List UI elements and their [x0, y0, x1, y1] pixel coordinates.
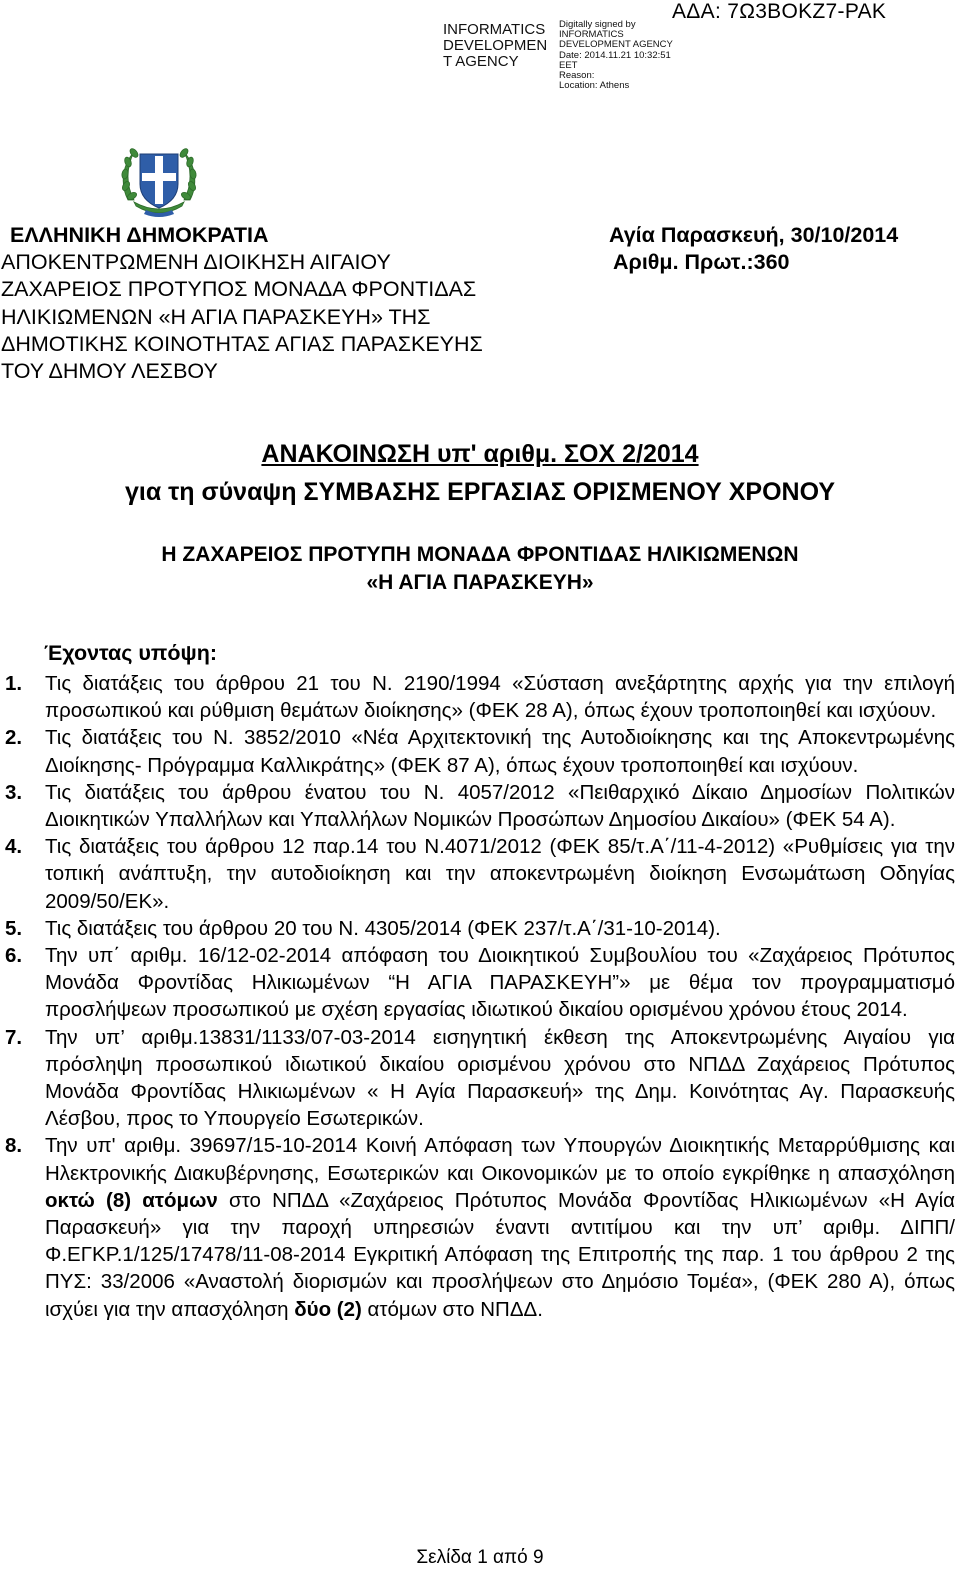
list-item	[0, 833, 955, 915]
item-emphasis: δύο (2)	[294, 1297, 362, 1321]
ada-code: ΑΔΑ: 7Ω3ΒΟΚΖ7-ΡΑΚ	[672, 0, 887, 23]
item-emphasis: οκτώ (8) ατόμων	[45, 1188, 218, 1212]
signature-org-line: DEVELOPMEN	[443, 37, 548, 54]
announcement-subject: για τη σύναψη ΣΥΜΒΑΣΗΣ ΕΡΓΑΣΙΑΣ ΟΡΙΣΜΕΝΟΥ ΧΡΟΝΟΥ	[124, 478, 836, 506]
item-number: 5.	[5, 916, 23, 940]
signature-org-line: INFORMATICS	[443, 21, 546, 38]
issuer-block	[0, 222, 483, 385]
item-text: στο ΝΠΔΔ «Ζαχάρειος Πρότυπος Μονάδα Φροντίδας Ηλικιωμένων «Η Αγία Παρασκευή» για την παροχή υπηρεσιών έναντι αντιτίμου και την υπ’ αριθμ. ΔΙΠΠ/Φ.ΕΓΚΡ.1/125/17478/11-08-2014 Εγκριτική Απόφαση της Επιτροπής της παρ. 1 του άρθρου 2 της ΠΥΣ: 33/2006 «Αναστολή διορισμών και προσλήψεων στο Δημόσιο Τομέα», (ΦΕΚ 280 Α), όπως ισχύει για την απασχόληση	[45, 1188, 955, 1321]
issuer-line: ΤΟΥ ΔΗΜΟΥ ΛΕΣΒΟΥ	[1, 358, 218, 383]
item-text: Την υπ΄ αριθμ. 16/12-02-2014 απόφαση του Διοικητικού Συμβουλίου του «Ζαχάρειος Πρότυπος Μονάδα Φροντίδας Ηλικιωμένων “Η ΑΓΙΑ ΠΑΡΑΣΚΕΥΗ”» με θέμα τον προγραμματισμό προσλήψεων προσωπικού με σχέση εργασίας ιδιωτικού δικαίου ορισμένου χρόνου έτους 2014.	[45, 944, 955, 1022]
item-text: Την υπ’ αριθμ.13831/1133/07-03-2014 εισηγητική έκθεση της Αποκεντρωμένης Αιγαίου για πρόσληψη προσωπικού ιδιωτικού δικαίου ορισμένου χρόνου στο ΝΠΔΔ Ζαχάρειος Πρότυπος Μονάδα Φροντίδας Ηλικιωμένων « Η Αγία Παρασκευή» της Δημ. Κοινότητας Αγ. Παρασκευής Λέσβου, προς το Υπουργείο Εσωτερικών.	[45, 1025, 955, 1131]
issuing-body-line: Η ΖΑΧΑΡΕΙΟΣ ΠΡΟΤΥΠΗ ΜΟΝΑΔΑ ΦΡΟΝΤΙΔΑΣ ΗΛΙΚΙΩΜΕΝΩΝ	[161, 543, 799, 566]
signature-detail-line: Date: 2014.11.21 10:32:51	[559, 49, 671, 61]
issuer-line: ΕΛΛΗΝΙΚΗ ΔΗΜΟΚΡΑΤΙΑ	[10, 223, 269, 247]
signature-detail-line: Digitally signed by	[559, 19, 636, 30]
signature-detail-line: DEVELOPMENT AGENCY	[559, 39, 673, 51]
issuer-line: ΔΗΜΟΤΙΚΗΣ ΚΟΙΝΟΤΗΤΑΣ ΑΓΙΑΣ ΠΑΡΑΣΚΕΥΗΣ	[1, 331, 483, 356]
signature-org-line: T AGENCY	[443, 53, 519, 70]
issuing-body	[0, 541, 960, 597]
list-item	[0, 942, 955, 1024]
date-protocol-block	[609, 222, 898, 276]
greek-emblem-icon	[116, 140, 202, 222]
signature-details	[559, 20, 673, 91]
signature-detail-line: Location: Athens	[559, 80, 630, 92]
item-number: 3.	[5, 780, 23, 804]
signature-organization	[443, 22, 547, 70]
item-number: 2.	[5, 726, 23, 750]
item-number: 8.	[5, 1134, 23, 1158]
item-text: ατόμων στο ΝΠΔΔ.	[361, 1297, 543, 1321]
announcement-title-text: ΑΝΑΚΟΙΝΩΣΗ υπ' αριθμ. ΣΟΧ 2/2014	[261, 440, 699, 468]
signature-detail-line: INFORMATICS	[559, 29, 624, 41]
list-item	[0, 1132, 955, 1322]
issuer-line: ΗΛΙΚΙΩΜΕΝΩΝ «Η ΑΓΙΑ ΠΑΡΑΣΚΕΥΗ» ΤΗΣ	[1, 304, 431, 329]
item-text: Τις διατάξεις του Ν. 3852/2010 «Νέα Αρχιτεκτονική της Αυτοδιοίκησης και της Αποκεντρωμένης Διοίκησης- Πρόγραμμα Καλλικράτης» (ΦΕΚ 87 Α), όπως έχουν τροποποιηθεί και ισχύουν.	[45, 726, 955, 777]
signature-detail-line: Reason:	[559, 70, 595, 82]
issuing-body-line: «Η ΑΓΙΑ ΠΑΡΑΣΚΕΥΗ»	[366, 571, 594, 594]
considering-heading: Έχοντας υπόψη:	[44, 641, 217, 665]
place-date: Αγία Παρασκευή, 30/10/2014	[609, 223, 899, 247]
item-number: 4.	[5, 835, 23, 859]
considerations-list	[0, 670, 960, 1323]
protocol-number: Αριθμ. Πρωτ.:360	[613, 250, 790, 275]
item-number: 6.	[5, 944, 23, 968]
item-text: Τις διατάξεις του άρθρου 20 του Ν. 4305/2014 (ΦΕΚ 237/τ.Α΄/31-10-2014).	[45, 916, 721, 940]
list-item	[0, 670, 955, 724]
issuer-line: ΖΑΧΑΡΕΙΟΣ ΠΡΟΤΥΠΟΣ ΜΟΝΑΔΑ ΦΡΟΝΤΙΔΑΣ	[1, 277, 477, 302]
item-text: Την υπ' αριθμ. 39697/15-10-2014 Κοινή Απόφαση των Υπουργών Διοικητικής Μεταρρύθμισης και Ηλεκτρονικής Διακυβέρνησης, Εσωτερικών και Οικονομικών με το οποίο εγκρίθηκε η απασχόληση	[45, 1134, 955, 1185]
list-item	[0, 915, 955, 942]
page-number: Σελίδα 1 από 9	[416, 1547, 544, 1568]
item-text: Τις διατάξεις του άρθρου ένατου του Ν. 4057/2012 «Πειθαρχικό Δίκαιο Δημοσίων Πολιτικών Διοικητικών Υπαλλήλων και Υπαλλήλων Νομικών Προσώπων Δημοσίου Δικαίου» (ΦΕΚ 54 Α).	[45, 780, 955, 832]
item-number: 7.	[5, 1025, 23, 1049]
signature-detail-line: EET	[559, 59, 578, 71]
list-item	[0, 724, 955, 778]
list-item	[0, 779, 955, 833]
item-text: Τις διατάξεις του άρθρου 12 παρ.14 του Ν.4071/2012 (ΦΕΚ 85/τ.Α΄/11-4-2012) «Ρυθμίσεις για την τοπική ανάπτυξη, την αυτοδιοίκηση και την αποκεντρωμένη διοίκηση Ενσωμάτωση Οδηγίας 2009/50/ΕΚ».	[45, 835, 955, 913]
list-item	[0, 1024, 955, 1133]
item-text: Τις διατάξεις του άρθρου 21 του Ν. 2190/1994 «Σύσταση ανεξάρτητης αρχής για την επιλογή προσωπικού και ρύθμιση θεμάτων διοίκησης» (ΦΕΚ 28 Α), όπως έχουν τροποποιηθεί και ισχύουν.	[45, 672, 955, 723]
issuer-line: ΑΠΟΚΕΝΤΡΩΜΕΝΗ ΔΙΟΙΚΗΣΗ ΑΙΓΑΙΟΥ	[1, 250, 391, 275]
item-number: 1.	[5, 672, 23, 695]
announcement-title	[0, 440, 960, 469]
